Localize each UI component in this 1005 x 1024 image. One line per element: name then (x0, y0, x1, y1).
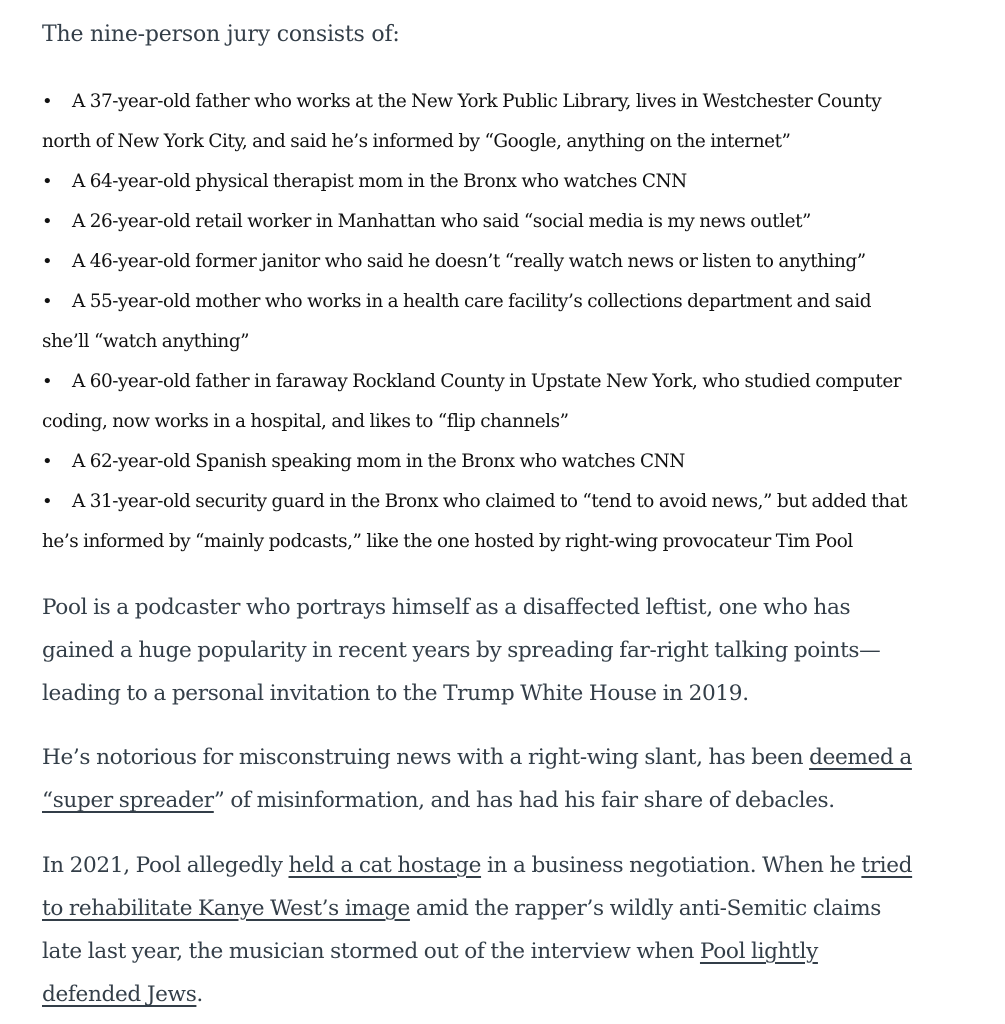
juror-text-line2: he’s informed by “mainly podcasts,” like the one hosted by right-wing provocateur Tim Pool (42, 531, 853, 552)
bullet-icon: • (42, 291, 53, 312)
list-item (42, 242, 997, 282)
juror-text-line2: coding, now works in a hospital, and likes to “flip channels” (42, 411, 569, 432)
link-text[interactable]: deemed a (809, 745, 912, 770)
link-cat-hostage[interactable]: held a cat hostage (288, 853, 482, 878)
paragraph-text: He’s notorious for misconstruing news with a right-wing slant, has been (42, 745, 810, 770)
paragraph-debacles (42, 844, 997, 1016)
link-text[interactable]: to rehabilitate Kanye West’s image (42, 896, 410, 921)
list-item (42, 442, 997, 482)
bullet-icon: • (42, 371, 53, 392)
juror-text-line1: A 60-year-old father in faraway Rockland County in Upstate New York, who studied computer (72, 371, 902, 392)
list-item (42, 362, 997, 442)
jury-list (42, 82, 997, 562)
list-item (42, 82, 997, 162)
link-text[interactable]: Pool lightly (699, 939, 818, 964)
paragraph-text: ” of misinformation, and has had his fair share of debacles. (213, 788, 835, 813)
bullet-icon: • (42, 171, 53, 192)
paragraph-text: In 2021, Pool allegedly (42, 853, 289, 878)
link-text[interactable]: tried (861, 853, 913, 878)
bullet-icon: • (42, 451, 53, 472)
paragraph-line: leading to a personal invitation to the Trump White House in 2019. (42, 681, 749, 706)
bullet-icon: • (42, 251, 53, 272)
paragraph-line: gained a huge popularity in recent years by spreading far-right talking points— (42, 638, 881, 663)
paragraph-misinformation (42, 736, 997, 822)
juror-text-line1: A 55-year-old mother who works in a health care facility’s collections department and said (72, 291, 872, 312)
juror-text-line1: A 26-year-old retail worker in Manhattan who said “social media is my news outlet” (72, 211, 811, 232)
paragraph-text: amid the rapper’s wildly anti-Semitic claims (409, 896, 881, 921)
list-item (42, 482, 997, 562)
list-item (42, 162, 997, 202)
juror-text-line1: A 31-year-old security guard in the Bronx who claimed to “tend to avoid news,” but added that (72, 491, 908, 512)
paragraph-line: Pool is a podcaster who portrays himself as a disaffected leftist, one who has (42, 595, 851, 620)
juror-text-line1: A 64-year-old physical therapist mom in the Bronx who watches CNN (72, 171, 687, 192)
juror-text-line1: A 37-year-old father who works at the New York Public Library, lives in Westchester County (72, 91, 882, 112)
juror-text-line2: she’ll “watch anything” (42, 331, 250, 352)
list-item (42, 202, 997, 242)
juror-text-line1: A 46-year-old former janitor who said he doesn’t “really watch news or listen to anything” (72, 251, 866, 272)
link-text[interactable]: “super spreader (42, 788, 214, 813)
list-item (42, 282, 997, 362)
bullet-icon: • (42, 211, 53, 232)
paragraph-text: . (196, 982, 203, 1007)
juror-text-line1: A 62-year-old Spanish speaking mom in the Bronx who watches CNN (72, 451, 685, 472)
link-text[interactable]: defended Jews (42, 982, 197, 1007)
juror-text-line2: north of New York City, and said he’s informed by “Google, anything on the internet” (42, 131, 791, 152)
paragraph-text: late last year, the musician stormed out of the interview when (42, 939, 700, 964)
bullet-icon: • (42, 91, 53, 112)
paragraph-text: in a business negotiation. When he (481, 853, 862, 878)
paragraph-tim-pool-intro (42, 586, 997, 715)
jury-intro: The nine-person jury consists of: (42, 22, 400, 47)
bullet-icon: • (42, 491, 53, 512)
